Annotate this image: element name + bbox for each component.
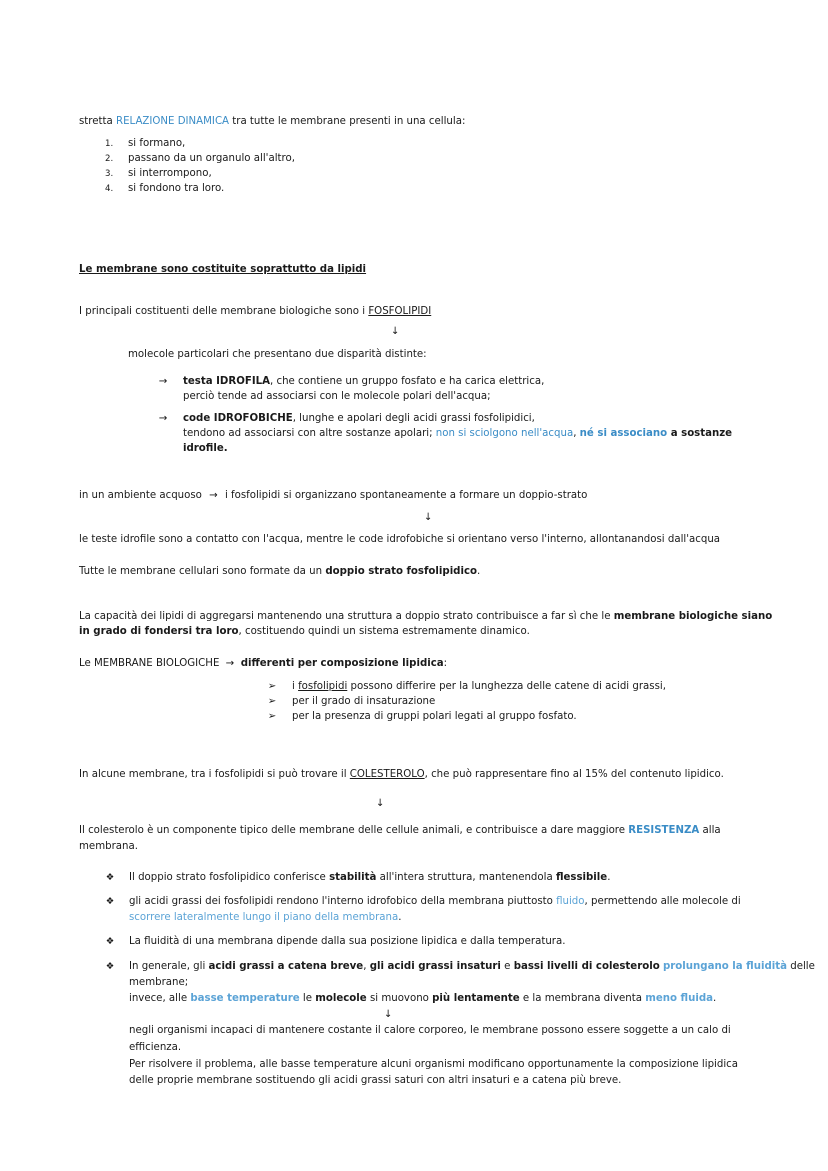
p4-sep-2: e — [500, 961, 514, 972]
molecole-bold: molecole — [315, 993, 367, 1004]
p4-sep: , — [363, 961, 370, 972]
fluido-highlight: fluido — [556, 896, 585, 907]
capacity-bold-2: in grado di fondersi tra loro — [79, 626, 239, 637]
basse-temperature-highlight: basse temperature — [190, 993, 300, 1004]
capacity-line1 — [79, 609, 772, 625]
list-text: si interrompono, — [128, 168, 212, 179]
capacity-line2 — [79, 624, 530, 640]
capacity-bold: membrane biologiche siano — [613, 611, 773, 622]
diamond-bullet-icon: ❖ — [105, 961, 115, 972]
arrow-down-icon: ↓ — [390, 326, 400, 337]
testa-idrofila-line — [183, 374, 544, 390]
list-text: si fondono tra loro. — [128, 183, 225, 194]
chol-desc-text: Il colesterolo è un componente tipico delle membrane delle cellule animali, e contribuisce a dare maggiore — [79, 825, 629, 836]
membrane-pre: Le MEMBRANE BIOLOGICHE — [79, 658, 223, 669]
bilayer-text: in un ambiente acquoso — [79, 490, 206, 501]
colesterolo-desc2: membrana. — [79, 841, 138, 852]
fosfolipidi-line — [79, 304, 431, 320]
bilayer-text-rest: i fosfolipidi si organizzano spontaneamente a formare un doppio-strato — [221, 490, 588, 501]
tail-text: tendono ad associarsi con altre sostanze apolari; — [183, 428, 436, 439]
list-text: si formano, — [128, 138, 186, 149]
point-generale-line5: efficienza. — [129, 1042, 182, 1053]
p4l3-text-4: e la membrana diventa — [519, 993, 646, 1004]
bilayer-l3-end: . — [477, 566, 481, 577]
catena-breve-bold: acidi grassi a catena breve — [208, 961, 364, 972]
arrow-right-icon: → — [225, 658, 235, 669]
arrowhead-bullet-icon: ➢ — [267, 696, 277, 707]
membrane-item — [292, 679, 666, 695]
point-fluido-line2 — [129, 910, 402, 926]
code-idrofobiche-line3: idrofile. — [183, 443, 228, 454]
p1-end: . — [607, 872, 611, 883]
colesterolo-line — [79, 767, 724, 783]
list-number: 2. — [105, 154, 114, 164]
code-idrofobiche-line2 — [183, 426, 732, 442]
intro-line — [79, 114, 465, 130]
intro-post: tra tutte le membrane presenti in una cellula: — [229, 116, 466, 127]
arrow-right-icon: → — [158, 413, 168, 424]
fosfo-pre: I principali costituenti delle membrane biologiche sono i — [79, 306, 369, 317]
membrane-item: per il grado di insaturazione — [292, 696, 436, 707]
flessibile-bold: flessibile — [555, 872, 608, 883]
p4l3-text-3: si muovono — [366, 993, 433, 1004]
point-generale-line4: negli organismi incapaci di mantenere costante il calore corporeo, le membrane possono essere soggette a un calo di — [129, 1025, 731, 1036]
p4-text: In generale, gli — [129, 961, 209, 972]
code-idrofobiche-line — [183, 411, 535, 427]
item-pre: i — [292, 681, 299, 692]
point-generale — [129, 959, 815, 975]
point-generale-line7: delle proprie membrane sostituendo gli acidi grassi saturi con altri insaturi e a catena più breve. — [129, 1075, 622, 1086]
bilayer-l3-text: Tutte le membrane cellulari sono formate da un — [79, 566, 326, 577]
membrane-bold: differenti per composizione lipidica — [237, 658, 444, 669]
meno-fluida-highlight: meno fluida — [645, 993, 714, 1004]
arrow-down-icon: ↓ — [383, 1009, 393, 1020]
p4l3-text: invece, alle — [129, 993, 191, 1004]
membrane-line — [79, 656, 447, 672]
point-generale-line2: membrane; — [129, 977, 189, 988]
colesterolo-bold: bassi livelli di colesterolo — [513, 961, 660, 972]
list-number: 4. — [105, 184, 114, 194]
bilayer-line1 — [79, 488, 587, 504]
capacity-text: La capacità dei lipidi di aggregarsi mantenendo una struttura a doppio strato contribuisce a far sì che le — [79, 611, 614, 622]
scorrere-highlight: scorrere lateralmente lungo il piano della membrana — [129, 912, 399, 923]
fosfolipidi-term: FOSFOLIPIDI — [368, 306, 432, 317]
colesterolo-term: COLESTEROLO — [349, 769, 425, 780]
list-item — [105, 151, 295, 167]
p1-text-2: all'intera struttura, mantenendola — [376, 872, 556, 883]
arrow-right-icon: → — [158, 376, 168, 387]
code-idrofobiche-term: code IDROFOBICHE — [183, 413, 293, 424]
ne-si-associano-highlight: né si associano — [579, 428, 668, 439]
p2-text-2: , permettendo alle molecole di — [584, 896, 741, 907]
bilayer-line3 — [79, 564, 480, 580]
point-generale-line6: Per risolvere il problema, alle basse temperature alcuni organismi modificano opportunamente la composizione lipidica — [129, 1059, 739, 1070]
list-number: 3. — [105, 169, 114, 179]
a-sostanze-bold: a sostanze — [667, 428, 733, 439]
list-item — [105, 166, 212, 182]
testa-idrofila-rest: , che contiene un gruppo fosfato e ha carica elettrica, — [270, 376, 545, 387]
membrane-colon: : — [443, 658, 448, 669]
list-item — [105, 136, 185, 152]
section-heading: Le membrane sono costituite soprattutto da lipidi — [79, 264, 367, 275]
list-item — [105, 181, 224, 197]
diamond-bullet-icon: ❖ — [105, 872, 115, 883]
fosfo-description: molecole particolari che presentano due disparità distinte: — [128, 349, 427, 360]
testa-idrofila-term: testa IDROFILA — [183, 376, 271, 387]
chol-rest: , che può rappresentare fino al 15% del contenuto lipidico. — [424, 769, 724, 780]
doppio-strato-bold: doppio strato fosfolipidico — [325, 566, 478, 577]
point-fluido — [129, 894, 741, 910]
list-text: passano da un organulo all'altro, — [128, 153, 295, 164]
arrowhead-bullet-icon: ➢ — [267, 681, 277, 692]
resistenza-highlight: RESISTENZA — [628, 825, 700, 836]
piu-lentamente-bold: più lentamente — [432, 993, 520, 1004]
p4l3-end: . — [713, 993, 717, 1004]
arrow-down-icon: ↓ — [423, 512, 433, 523]
bilayer-line2: le teste idrofile sono a contatto con l'acqua, mentre le code idrofobiche si orientano verso l'interno, allontanandosi dall'acqua — [79, 534, 721, 545]
relazione-dinamica-highlight: RELAZIONE DINAMICA — [116, 116, 230, 127]
fosfolipidi-underlined: fosfolipidi — [298, 681, 348, 692]
capacity-text-2: , costituendo quindi un sistema estremamente dinamico. — [238, 626, 530, 637]
chol-desc-end: alla — [699, 825, 721, 836]
p4-end: delle — [787, 961, 815, 972]
point-fluidita: La fluidità di una membrana dipende dalla sua posizione lipidica e dalla temperatura. — [129, 936, 566, 947]
testa-idrofila-line2: perciò tende ad associarsi con le molecole polari dell'acqua; — [183, 391, 491, 402]
code-idrofobiche-rest: , lunghe e apolari degli acidi grassi fosfolipidici, — [292, 413, 535, 424]
p1-text: Il doppio strato fosfolipidico conferisce — [129, 872, 330, 883]
non-si-sciolgono-highlight: non si sciolgono nell'acqua — [435, 428, 574, 439]
point-generale-line3 — [129, 991, 716, 1007]
prolungano-fluidita-highlight: prolungano la fluidità — [662, 961, 787, 972]
colesterolo-desc — [79, 823, 721, 839]
p2-end: . — [398, 912, 402, 923]
membrane-item: per la presenza di gruppi polari legati al gruppo fosfato. — [292, 711, 577, 722]
diamond-bullet-icon: ❖ — [105, 936, 115, 947]
tail-comma: , — [573, 428, 580, 439]
arrowhead-bullet-icon: ➢ — [267, 711, 277, 722]
item-rest: possono differire per la lunghezza delle catene di acidi grassi, — [347, 681, 666, 692]
list-number: 1. — [105, 139, 114, 149]
chol-pre: In alcune membrane, tra i fosfolipidi si può trovare il — [79, 769, 350, 780]
diamond-bullet-icon: ❖ — [105, 896, 115, 907]
stabilita-bold: stabilità — [329, 872, 377, 883]
point-stabilita — [129, 870, 610, 886]
arrow-down-icon: ↓ — [375, 798, 385, 809]
intro-pre: stretta — [79, 116, 117, 127]
insaturi-bold: gli acidi grassi insaturi — [369, 961, 501, 972]
p4l3-text-2: le — [299, 993, 316, 1004]
arrow-right-icon: → — [209, 490, 218, 501]
p2-text: gli acidi grassi dei fosfolipidi rendono l'interno idrofobico della membrana piuttosto — [129, 896, 557, 907]
